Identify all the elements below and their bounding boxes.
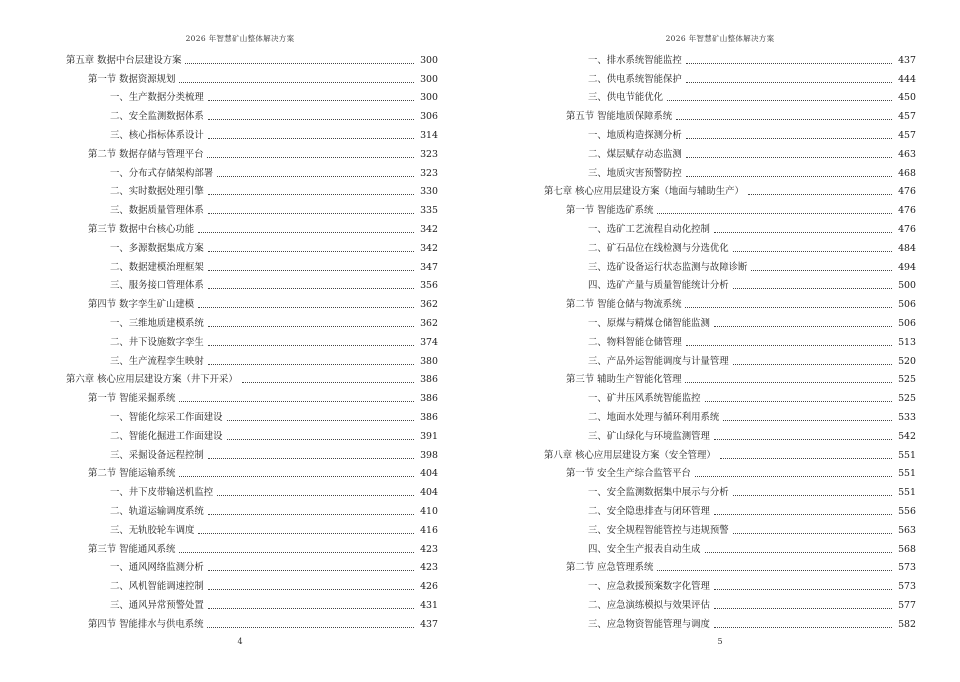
dot-leader <box>657 212 892 214</box>
toc-list <box>66 48 438 631</box>
dot-leader <box>208 363 414 365</box>
toc-entry-page: 335 <box>420 205 438 217</box>
toc-entry-page: 513 <box>898 336 916 348</box>
toc-entry-page: 410 <box>420 505 438 517</box>
toc-entry-title: 第四节 数字孪生矿山建模 <box>88 299 195 311</box>
page-number: 4 <box>237 637 243 646</box>
toc-entry[interactable] <box>66 236 438 255</box>
dot-leader <box>751 269 892 271</box>
dot-leader <box>208 569 414 571</box>
dot-leader <box>748 193 892 195</box>
toc-entry[interactable] <box>544 255 916 274</box>
toc-entry[interactable] <box>544 142 916 161</box>
toc-entry[interactable] <box>66 424 438 443</box>
toc-entry[interactable] <box>544 405 916 424</box>
toc-entry-title: 三、选矿设备运行状态监测与故障诊断 <box>588 261 748 273</box>
toc-entry[interactable] <box>544 86 916 105</box>
toc-entry[interactable] <box>544 462 916 481</box>
page-right <box>480 0 960 682</box>
dot-leader <box>208 588 414 590</box>
dot-leader <box>705 551 892 553</box>
toc-entry-title: 第四节 智能排水与供电系统 <box>88 618 204 630</box>
toc-entry-title: 一、智能化综采工作面建设 <box>110 411 223 423</box>
toc-entry-title: 二、供电系统智能保护 <box>588 73 682 85</box>
toc-entry-page: 525 <box>898 393 916 405</box>
toc-entry-title: 二、物料智能仓储管理 <box>588 336 682 348</box>
toc-entry-page: 542 <box>898 430 916 442</box>
toc-entry-title: 一、矿井压风系统智能监控 <box>588 393 701 405</box>
toc-entry-page: 314 <box>420 129 438 141</box>
toc-entry-page: 533 <box>898 411 916 423</box>
toc-entry-page: 374 <box>420 336 438 348</box>
toc-entry-title: 第一节 智能采掘系统 <box>88 393 176 405</box>
toc-entry[interactable] <box>544 236 916 255</box>
toc-entry-title: 二、安全监测数据体系 <box>110 111 204 123</box>
toc-entry-page: 386 <box>420 374 438 386</box>
toc-entry-title: 一、分布式存储架构部署 <box>110 167 214 179</box>
dot-leader <box>657 569 892 571</box>
toc-entry-page: 342 <box>420 223 438 235</box>
dot-leader <box>686 81 892 83</box>
toc-entry[interactable] <box>544 104 916 123</box>
toc-entry[interactable] <box>66 48 438 67</box>
dot-leader <box>686 62 892 64</box>
toc-entry-page: 573 <box>898 562 916 574</box>
dot-leader <box>179 475 414 477</box>
toc-entry-page: 500 <box>898 280 916 292</box>
dot-leader <box>207 626 414 628</box>
toc-entry[interactable] <box>66 405 438 424</box>
toc-entry-page: 330 <box>420 186 438 198</box>
toc-entry-page: 323 <box>420 148 438 160</box>
toc-entry-page: 416 <box>420 524 438 536</box>
dot-leader <box>208 344 414 346</box>
toc-entry-page: 386 <box>420 411 438 423</box>
dot-leader <box>208 287 414 289</box>
toc-entry[interactable] <box>544 198 916 217</box>
toc-entry-title: 二、井下设施数字孪生 <box>110 336 204 348</box>
toc-entry[interactable] <box>66 311 438 330</box>
dot-leader <box>242 381 414 383</box>
toc-entry-title: 二、轨道运输调度系统 <box>110 505 204 517</box>
dot-leader <box>714 588 892 590</box>
toc-entry-page: 386 <box>420 393 438 405</box>
toc-entry-page: 463 <box>898 148 916 160</box>
toc-entry-title: 一、井下皮带输送机监控 <box>110 487 214 499</box>
toc-entry-page: 398 <box>420 449 438 461</box>
dot-leader <box>208 250 414 252</box>
toc-entry[interactable] <box>66 86 438 105</box>
toc-entry-title: 二、煤层赋存动态监测 <box>588 148 682 160</box>
toc-entry-page: 506 <box>898 299 916 311</box>
toc-entry[interactable] <box>66 292 438 311</box>
dot-leader <box>733 363 892 365</box>
toc-entry[interactable] <box>66 123 438 142</box>
dot-leader <box>217 494 414 496</box>
toc-entry[interactable] <box>544 556 916 575</box>
toc-entry[interactable] <box>544 574 916 593</box>
dot-leader <box>705 400 892 402</box>
toc-entry-title: 二、数据建模治理框架 <box>110 261 204 273</box>
dot-leader <box>198 306 414 308</box>
toc-entry[interactable] <box>66 274 438 293</box>
dot-leader <box>686 137 892 139</box>
toc-entry[interactable] <box>544 180 916 199</box>
dot-leader <box>217 175 414 177</box>
toc-entry[interactable] <box>544 349 916 368</box>
toc-entry-title: 第三节 智能通风系统 <box>88 543 176 555</box>
toc-entry-title: 第六章 核心应用层建设方案（井下开采） <box>66 374 238 386</box>
toc-entry[interactable] <box>544 537 916 556</box>
toc-entry-page: 300 <box>420 92 438 104</box>
toc-entry-title: 一、原煤与精煤仓储智能监测 <box>588 317 710 329</box>
dot-leader <box>714 438 892 440</box>
dot-leader <box>208 513 414 515</box>
toc-entry-page: 573 <box>898 581 916 593</box>
toc-entry[interactable] <box>66 104 438 123</box>
toc-entry-title: 第一节 安全生产综合监管平台 <box>566 468 691 480</box>
dot-leader <box>733 287 892 289</box>
toc-entry-page: 300 <box>420 54 438 66</box>
toc-entry-title: 四、选矿产量与质量智能统计分析 <box>588 280 729 292</box>
toc-entry[interactable] <box>66 480 438 499</box>
toc-entry-page: 362 <box>420 317 438 329</box>
dot-leader <box>686 344 892 346</box>
toc-entry-page: 423 <box>420 543 438 555</box>
toc-entry-title: 二、地面水处理与循环利用系统 <box>588 411 720 423</box>
toc-entry-title: 一、生产数据分类梳理 <box>110 92 204 104</box>
dot-leader <box>179 400 414 402</box>
toc-entry-page: 347 <box>420 261 438 273</box>
toc-entry-page: 494 <box>898 261 916 273</box>
toc-entry-title: 三、服务接口管理体系 <box>110 280 204 292</box>
toc-entry[interactable] <box>66 198 438 217</box>
dot-leader <box>714 325 892 327</box>
toc-entry-title: 二、安全隐患排查与闭环管理 <box>588 505 710 517</box>
toc-entry-page: 437 <box>420 618 438 630</box>
dot-leader <box>714 626 892 628</box>
dot-leader <box>208 325 414 327</box>
toc-entry-title: 一、通风网络监测分析 <box>110 562 204 574</box>
toc-entry[interactable] <box>66 180 438 199</box>
dot-leader <box>733 532 892 534</box>
toc-entry-title: 第二节 应急管理系统 <box>566 562 654 574</box>
page-header: 2026 年智慧矿山整体解决方案 <box>665 34 775 43</box>
toc-entry-title: 二、实时数据处理引擎 <box>110 186 204 198</box>
toc-entry-page: 484 <box>898 242 916 254</box>
page-header: 2026 年智慧矿山整体解决方案 <box>185 34 295 43</box>
toc-entry-title: 三、产品外运智能调度与计量管理 <box>588 355 729 367</box>
dot-leader <box>227 419 414 421</box>
toc-entry-page: 431 <box>420 599 438 611</box>
toc-entry[interactable] <box>66 255 438 274</box>
dot-leader <box>676 118 892 120</box>
toc-entry[interactable] <box>544 443 916 462</box>
dot-leader <box>720 457 892 459</box>
dot-leader <box>723 419 892 421</box>
dot-leader <box>733 250 892 252</box>
toc-entry[interactable] <box>544 123 916 142</box>
toc-entry-page: 563 <box>898 524 916 536</box>
toc-entry-page: 404 <box>420 487 438 499</box>
dot-leader <box>208 607 414 609</box>
toc-entry-page: 423 <box>420 562 438 574</box>
toc-entry-title: 第一节 智能选矿系统 <box>566 205 654 217</box>
dot-leader <box>714 513 892 515</box>
toc-entry[interactable] <box>66 499 438 518</box>
toc-entry[interactable] <box>544 480 916 499</box>
toc-entry-title: 三、数据质量管理体系 <box>110 205 204 217</box>
toc-entry-page: 468 <box>898 167 916 179</box>
toc-entry-title: 第五章 数据中台层建设方案 <box>66 54 182 66</box>
toc-entry-title: 第三节 辅助生产智能化管理 <box>566 374 682 386</box>
toc-entry-page: 437 <box>898 54 916 66</box>
toc-entry-page: 457 <box>898 111 916 123</box>
toc-entry-page: 356 <box>420 280 438 292</box>
toc-entry[interactable] <box>66 349 438 368</box>
toc-entry-page: 476 <box>898 223 916 235</box>
toc-entry[interactable] <box>66 556 438 575</box>
toc-entry-title: 二、应急演练模拟与效果评估 <box>588 599 710 611</box>
dot-leader <box>686 156 892 158</box>
toc-entry-title: 第五节 智能地质保障系统 <box>566 111 673 123</box>
toc-entry-title: 二、矿石品位在线检测与分选优化 <box>588 242 729 254</box>
dot-leader <box>198 231 414 233</box>
dot-leader <box>208 118 414 120</box>
toc-entry-page: 391 <box>420 430 438 442</box>
toc-entry-page: 450 <box>898 92 916 104</box>
dot-leader <box>208 269 414 271</box>
toc-entry-title: 一、安全监测数据集中展示与分析 <box>588 487 729 499</box>
toc-entry[interactable] <box>544 518 916 537</box>
toc-entry-page: 476 <box>898 186 916 198</box>
dot-leader <box>179 551 414 553</box>
toc-entry[interactable] <box>66 612 438 631</box>
dot-leader <box>695 475 892 477</box>
toc-entry-title: 一、地质构造探测分析 <box>588 129 682 141</box>
toc-entry-page: 323 <box>420 167 438 179</box>
toc-entry-title: 一、排水系统智能监控 <box>588 54 682 66</box>
toc-entry-title: 三、采掘设备远程控制 <box>110 449 204 461</box>
dot-leader <box>667 99 892 101</box>
toc-entry-title: 一、三维地质建模系统 <box>110 317 204 329</box>
toc-entry[interactable] <box>544 48 916 67</box>
toc-entry-title: 一、应急救援预案数字化管理 <box>588 581 710 593</box>
toc-entry-page: 551 <box>898 449 916 461</box>
toc-entry-title: 三、地质灾害预警防控 <box>588 167 682 179</box>
toc-entry-title: 第一节 数据资源规划 <box>88 73 176 85</box>
toc-entry[interactable] <box>66 518 438 537</box>
toc-entry[interactable] <box>66 161 438 180</box>
toc-entry-title: 三、安全规程智能管控与违规预警 <box>588 524 729 536</box>
toc-entry-title: 三、矿山绿化与环境监测管理 <box>588 430 710 442</box>
dot-leader <box>685 306 892 308</box>
dot-leader <box>685 381 892 383</box>
dot-leader <box>686 175 892 177</box>
toc-entry-page: 520 <box>898 355 916 367</box>
toc-entry-page: 551 <box>898 468 916 480</box>
toc-entry-title: 三、核心指标体系设计 <box>110 129 204 141</box>
toc-entry[interactable] <box>66 142 438 161</box>
toc-entry-page: 300 <box>420 73 438 85</box>
toc-entry-page: 577 <box>898 599 916 611</box>
toc-entry-page: 525 <box>898 374 916 386</box>
toc-entry-page: 506 <box>898 317 916 329</box>
toc-entry-page: 404 <box>420 468 438 480</box>
dot-leader <box>227 438 414 440</box>
toc-entry-page: 380 <box>420 355 438 367</box>
toc-entry-title: 三、通风异常预警处置 <box>110 599 204 611</box>
dot-leader <box>198 532 414 534</box>
toc-entry-title: 第八章 核心应用层建设方案（安全管理） <box>544 449 716 461</box>
dot-leader <box>208 193 414 195</box>
toc-entry-page: 342 <box>420 242 438 254</box>
toc-entry-title: 第二节 智能运输系统 <box>88 468 176 480</box>
toc-entry[interactable] <box>544 612 916 631</box>
toc-entry[interactable] <box>544 499 916 518</box>
toc-entry[interactable] <box>66 217 438 236</box>
toc-list <box>544 48 916 631</box>
toc-entry[interactable] <box>66 462 438 481</box>
dot-leader <box>714 607 892 609</box>
toc-entry[interactable] <box>544 274 916 293</box>
toc-entry-title: 二、风机智能调速控制 <box>110 581 204 593</box>
toc-entry[interactable] <box>544 292 916 311</box>
toc-entry-page: 582 <box>898 618 916 630</box>
toc-entry[interactable] <box>66 386 438 405</box>
toc-entry-title: 一、多源数据集成方案 <box>110 242 204 254</box>
toc-entry[interactable] <box>66 67 438 86</box>
toc-entry[interactable] <box>66 537 438 556</box>
toc-entry[interactable] <box>544 330 916 349</box>
page-number: 5 <box>717 637 723 646</box>
dot-leader <box>208 137 414 139</box>
toc-entry-title: 第二节 数据存储与管理平台 <box>88 148 204 160</box>
dot-leader <box>185 62 414 64</box>
toc-entry-page: 444 <box>898 73 916 85</box>
toc-entry-title: 三、应急物资智能管理与调度 <box>588 618 710 630</box>
dot-leader <box>207 156 414 158</box>
toc-entry-title: 第七章 核心应用层建设方案（地面与辅助生产） <box>544 186 744 198</box>
dot-leader <box>179 81 414 83</box>
toc-entry-title: 第二节 智能仓储与物流系统 <box>566 299 682 311</box>
toc-entry[interactable] <box>544 67 916 86</box>
toc-entry-page: 568 <box>898 543 916 555</box>
toc-entry[interactable] <box>544 368 916 387</box>
dot-leader <box>208 212 414 214</box>
toc-entry-page: 457 <box>898 129 916 141</box>
toc-entry[interactable] <box>66 443 438 462</box>
toc-entry-title: 三、无轨胶轮车调度 <box>110 524 195 536</box>
toc-entry[interactable] <box>544 217 916 236</box>
toc-entry-title: 三、生产流程孪生映射 <box>110 355 204 367</box>
toc-entry[interactable] <box>544 311 916 330</box>
toc-entry[interactable] <box>544 424 916 443</box>
toc-entry[interactable] <box>66 330 438 349</box>
toc-entry[interactable] <box>66 574 438 593</box>
toc-entry-page: 426 <box>420 581 438 593</box>
toc-entry-title: 四、安全生产报表自动生成 <box>588 543 701 555</box>
dot-leader <box>714 231 892 233</box>
toc-entry[interactable] <box>544 161 916 180</box>
toc-entry[interactable] <box>66 368 438 387</box>
toc-entry-page: 551 <box>898 487 916 499</box>
toc-entry[interactable] <box>544 593 916 612</box>
dot-leader <box>208 457 414 459</box>
dot-leader <box>733 494 892 496</box>
toc-entry[interactable] <box>66 593 438 612</box>
toc-entry-page: 362 <box>420 299 438 311</box>
toc-entry[interactable] <box>544 386 916 405</box>
toc-entry-page: 476 <box>898 205 916 217</box>
dot-leader <box>208 99 414 101</box>
toc-entry-title: 第三节 数据中台核心功能 <box>88 223 195 235</box>
toc-entry-title: 三、供电节能优化 <box>588 92 664 104</box>
toc-entry-title: 二、智能化掘进工作面建设 <box>110 430 223 442</box>
toc-entry-page: 306 <box>420 111 438 123</box>
toc-entry-title: 一、选矿工艺流程自动化控制 <box>588 223 710 235</box>
toc-entry-page: 556 <box>898 505 916 517</box>
